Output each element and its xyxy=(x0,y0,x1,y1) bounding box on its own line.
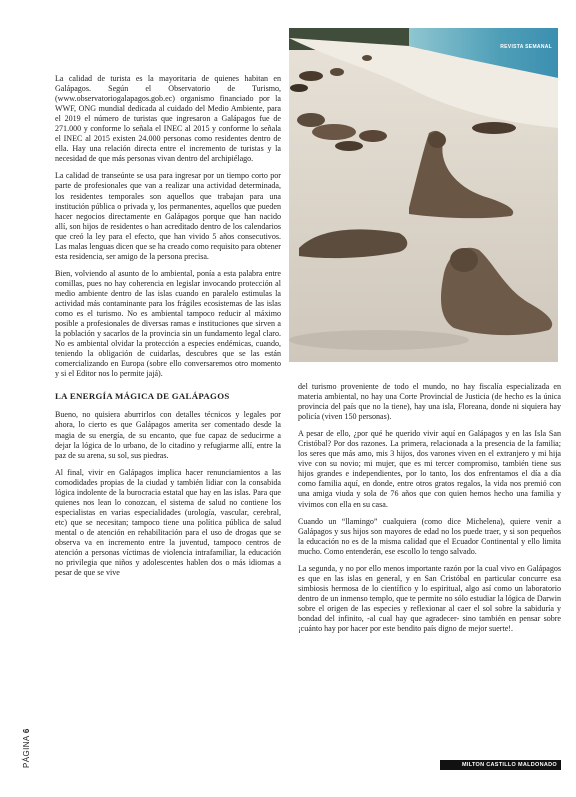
page-number: 6 xyxy=(22,728,31,734)
paragraph: Al final, vivir en Galápagos implica hacer renunciamientos a las comodidades propias de la ciudad y también lidiar con la consabida lógica indolente de la burocracia estatal que hay en las islas. Para que quienes nos lean lo conozcan, el sistema de salud no contiene los especialistas en varias especialidades (urología, vascular, cerebral, etc) que se necesitan; tampoco tiene una política pública de salud mental o de atención en rehabilitación para el uso de drogas que se observa va en incremento entre la juventud, tampoco centros de atención a personas víctimas de violencia intrafamiliar, la educación no privilegia que niños y adolescentes hablen dos o más idiomas a pesar de que se vive xyxy=(55,467,281,578)
section-heading: LA ENERGÍA MÁGICA DE GALÁPAGOS xyxy=(55,391,230,402)
article-photo xyxy=(289,28,558,362)
author-byline: MILTON CASTILLO MALDONADO xyxy=(440,760,561,770)
paragraph: La calidad de transeúnte se usa para ingresar por un tiempo corto por parte de profesionales que van a realizar una actividad determinada, los residentes temporales son aquellos que trabajan para una institución pública o privada y, los permanentes, aquellos que pueden hacer negocios directamente en Galápagos porque que han nacido allí, son hijos de residentes o han acreditado dentro de los calendarios que creó la ley para el efecto, que han vivido 5 años consecutivos. Las malas lenguas dicen que se ha creado como requisito para obtener esta residencia, ser amigo de la persona precisa. xyxy=(55,171,281,261)
right-column xyxy=(298,382,561,742)
paragraph: del turismo proveniente de todo el mundo, no hay fiscalía especializada en materia ambiental, no hay una Corte Provincial de Justicia (de hecho es la única provincia del país que no la tiene), hay una isla, Floreana, donde ni siquiera hay policía (viven 150 personas). xyxy=(298,382,561,422)
sea-lions-photo xyxy=(289,28,558,362)
paragraph: Bien, volviendo al asunto de lo ambiental, ponía a esta palabra entre comillas, pues no hay coherencia en legislar invocando protección al medio ambiente dentro de las islas cuando en paralelo estimulas la actividad más contaminante para los frágiles ecosistemas de las islas como es el turismo. No es ambiental tampoco reducir al máximo posible a profesionales de diversas ramas e instituciones que sirven a la población y sacarlos de la provincia sin un fundamento legal claro. No es ambiental olvidar la protección a especies endémicas, cuando, teniendo la obligación de cuidarlas, descubres que se las están comercializando en Europa (sobre ello conversaremos otro momento y si el Editor nos lo permite jajá). xyxy=(55,268,281,379)
paragraph: La calidad de turista es la mayoritaria de quienes habitan en Galápagos. Según el Observatorio de Turismo, (www.observatoriogalapagos.gob.ec) organismo financiado por la WWF, ONG mundial dedicada al cuidado del Medio Ambiente, para el 2019 el número de turistas que ingresaron a Galápagos fue de 271.000 y conforme lo señala el INEC al 2015 y conforme lo señala el INEC al 2015 existen 24.000 personas como residentes dentro de ella. Hay una relación directa entre el incremento de turistas y la necesidad de que más personas vivan dentro del archipiélago. xyxy=(55,74,281,164)
paragraph: Bueno, no quisiera aburrirlos con detalles técnicos y legales por ahora, lo cierto es que Galápagos amerita ser comentado desde la magia de su energía, de su encanto, que fue capaz de seducirme a dejar la lógica de lo urbano, de lo citadino y refugiarme allí, entre la paz de su arena, su sol, sus piedras. xyxy=(55,410,281,460)
left-column xyxy=(55,74,281,762)
paragraph: A pesar de ello, ¿por qué he querido vivir aquí en Galápagos y en las Isla San Cristóbal? Por dos razones. La primera, relacionada a la presencia de la familia; los seres que más amo, mis 3 hijos, dos varones viven en el extranjero y mi hija vive con su novio; mi mujer, que es mi tercer compromiso, también tiene sus hijos grandes e independientes, por lo tanto, los dos enfrentamos el día a día como familia aquí, en donde, entre otros gratos regalos, la vida nos premió con una amiga viuda y sola de 76 años que con quien hemos hecho una familia y vivimos con ella en su casa. xyxy=(298,429,561,509)
page-label-text: PÁGINA xyxy=(22,735,31,768)
photo-credit: REVISTA SEMANAL xyxy=(500,44,552,50)
paragraph: Cuando un “llamingo” cualquiera (como dice Michelena), quiere venir a Galápagos y sus hijos son mayores de edad no los puede traer, y si son pequeños la educación no es de la misma calidad que el Ecuador Continental y ello limita mucho. Como entenderán, ese escollo lo tengo salvado. xyxy=(298,516,561,556)
paragraph: La segunda, y no por ello menos importante razón por la cual vivo en Galápagos es que en las islas en general, y en San Cristóbal en particular concurre esa simbiosis hermosa de lo científico y lo espiritual, algo así como un laboratorio dentro de un inmenso templo, que te permite no sólo estudiar la lógica de Darwin sobre el origen de las especies y reflexionar al caer el sol sobre la sabiduría y bondad del infinito, -al cual hay que agradecer- sino también en pensar sobre ¡cuánto hay por hacer por este bendito país digno de mejor suerte!. xyxy=(298,563,561,634)
page-label xyxy=(22,728,31,768)
